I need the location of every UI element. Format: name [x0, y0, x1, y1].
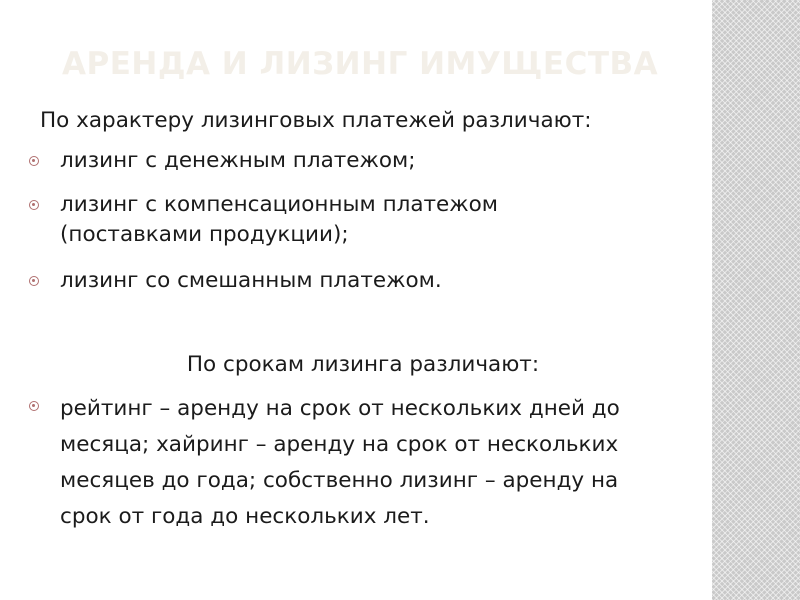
bullet-marker-icon [29, 200, 39, 210]
bullet-text: лизинг со смешанным платежом. [60, 268, 442, 293]
bullet-marker-icon [29, 401, 39, 411]
bullet-text: лизинг с компенсационным платежом (поставками продукции); [60, 192, 499, 247]
bullet-item-lease-terms [60, 391, 700, 535]
term-types-heading: По срокам лизинга различают: [186, 352, 540, 377]
bullet-text: лизинг с денежным платежом; [60, 148, 416, 173]
bullet-item-compensation-payment [60, 190, 700, 250]
bullet-marker-icon [29, 276, 39, 286]
bullet-item-money-payment [60, 146, 700, 176]
slide-title: АРЕНДА И ЛИЗИНГ ИМУЩЕСТВА [62, 46, 659, 82]
bullet-marker-icon [29, 156, 39, 166]
payment-types-intro: По характеру лизинговых платежей различают: [40, 108, 592, 133]
bullet-text: рейтинг – аренду на срок от нескольких дней до месяца; хайринг – аренду на срок от нескольких месяцев до года; собственно лизинг – аренду на срок от года до нескольких лет. [60, 396, 620, 529]
side-decorative-strip [712, 0, 800, 600]
bullet-item-mixed-payment [60, 266, 700, 296]
